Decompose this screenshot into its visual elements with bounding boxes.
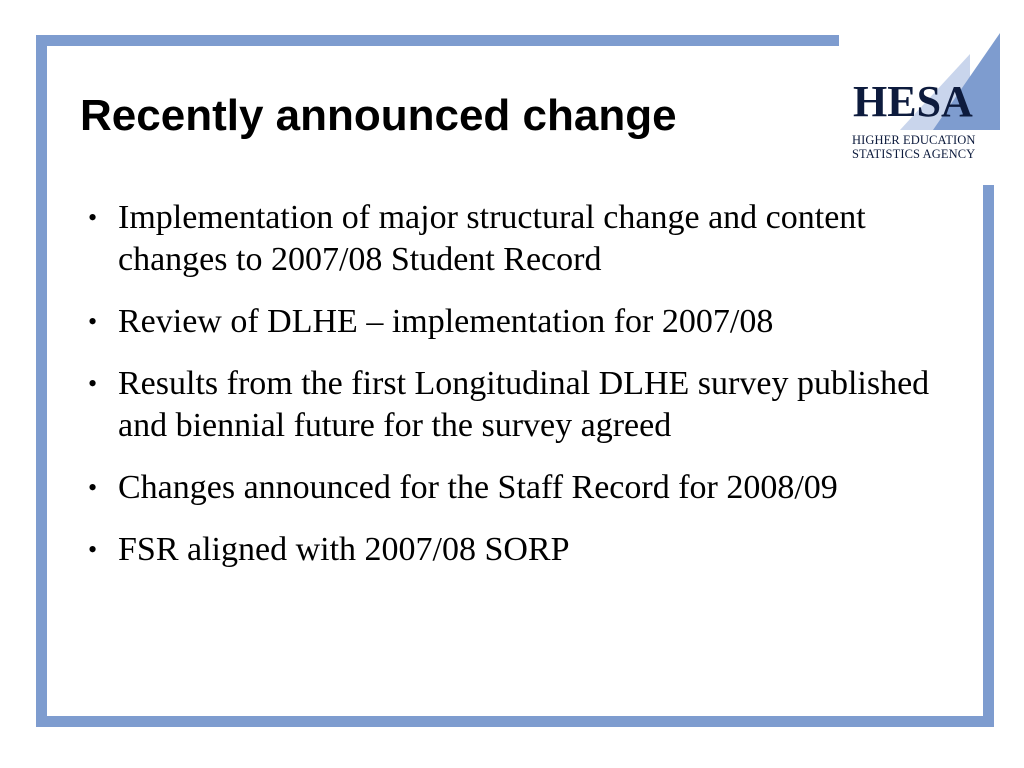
bullet-item bbox=[82, 529, 962, 571]
logo-subtitle-line2: STATISTICS AGENCY bbox=[852, 147, 976, 161]
frame-top-bar bbox=[36, 35, 839, 46]
slide-title: Recently announced change bbox=[80, 91, 677, 140]
logo-subtitle-line1: HIGHER EDUCATION bbox=[852, 133, 976, 147]
frame-bottom-bar bbox=[36, 716, 994, 727]
bullet-item bbox=[82, 197, 962, 281]
bullet-dot-icon: • bbox=[88, 473, 98, 502]
hesa-logo bbox=[845, 30, 1005, 170]
bullet-dot-icon: • bbox=[88, 535, 98, 564]
bullet-item bbox=[82, 301, 962, 343]
bullet-item bbox=[82, 363, 962, 447]
bullet-item bbox=[82, 467, 962, 509]
logo-name: HESA bbox=[853, 77, 973, 126]
bullet-text: Results from the first Longitudinal DLHE survey published and biennial future for the survey agreed bbox=[118, 365, 930, 444]
bullet-dot-icon: • bbox=[88, 307, 98, 336]
logo-subtitle bbox=[852, 133, 1005, 161]
bullet-dot-icon: • bbox=[88, 369, 98, 398]
bullet-text: Changes announced for the Staff Record for 2008/09 bbox=[118, 469, 838, 506]
frame-right-bar bbox=[983, 185, 994, 727]
frame-left-bar bbox=[36, 35, 47, 727]
bullet-text: FSR aligned with 2007/08 SORP bbox=[118, 531, 570, 568]
bullet-dot-icon: • bbox=[88, 203, 98, 232]
bullet-text: Implementation of major structural change and content changes to 2007/08 Student Record bbox=[118, 199, 866, 278]
bullet-list bbox=[82, 197, 962, 591]
bullet-text: Review of DLHE – implementation for 2007/08 bbox=[118, 303, 774, 340]
